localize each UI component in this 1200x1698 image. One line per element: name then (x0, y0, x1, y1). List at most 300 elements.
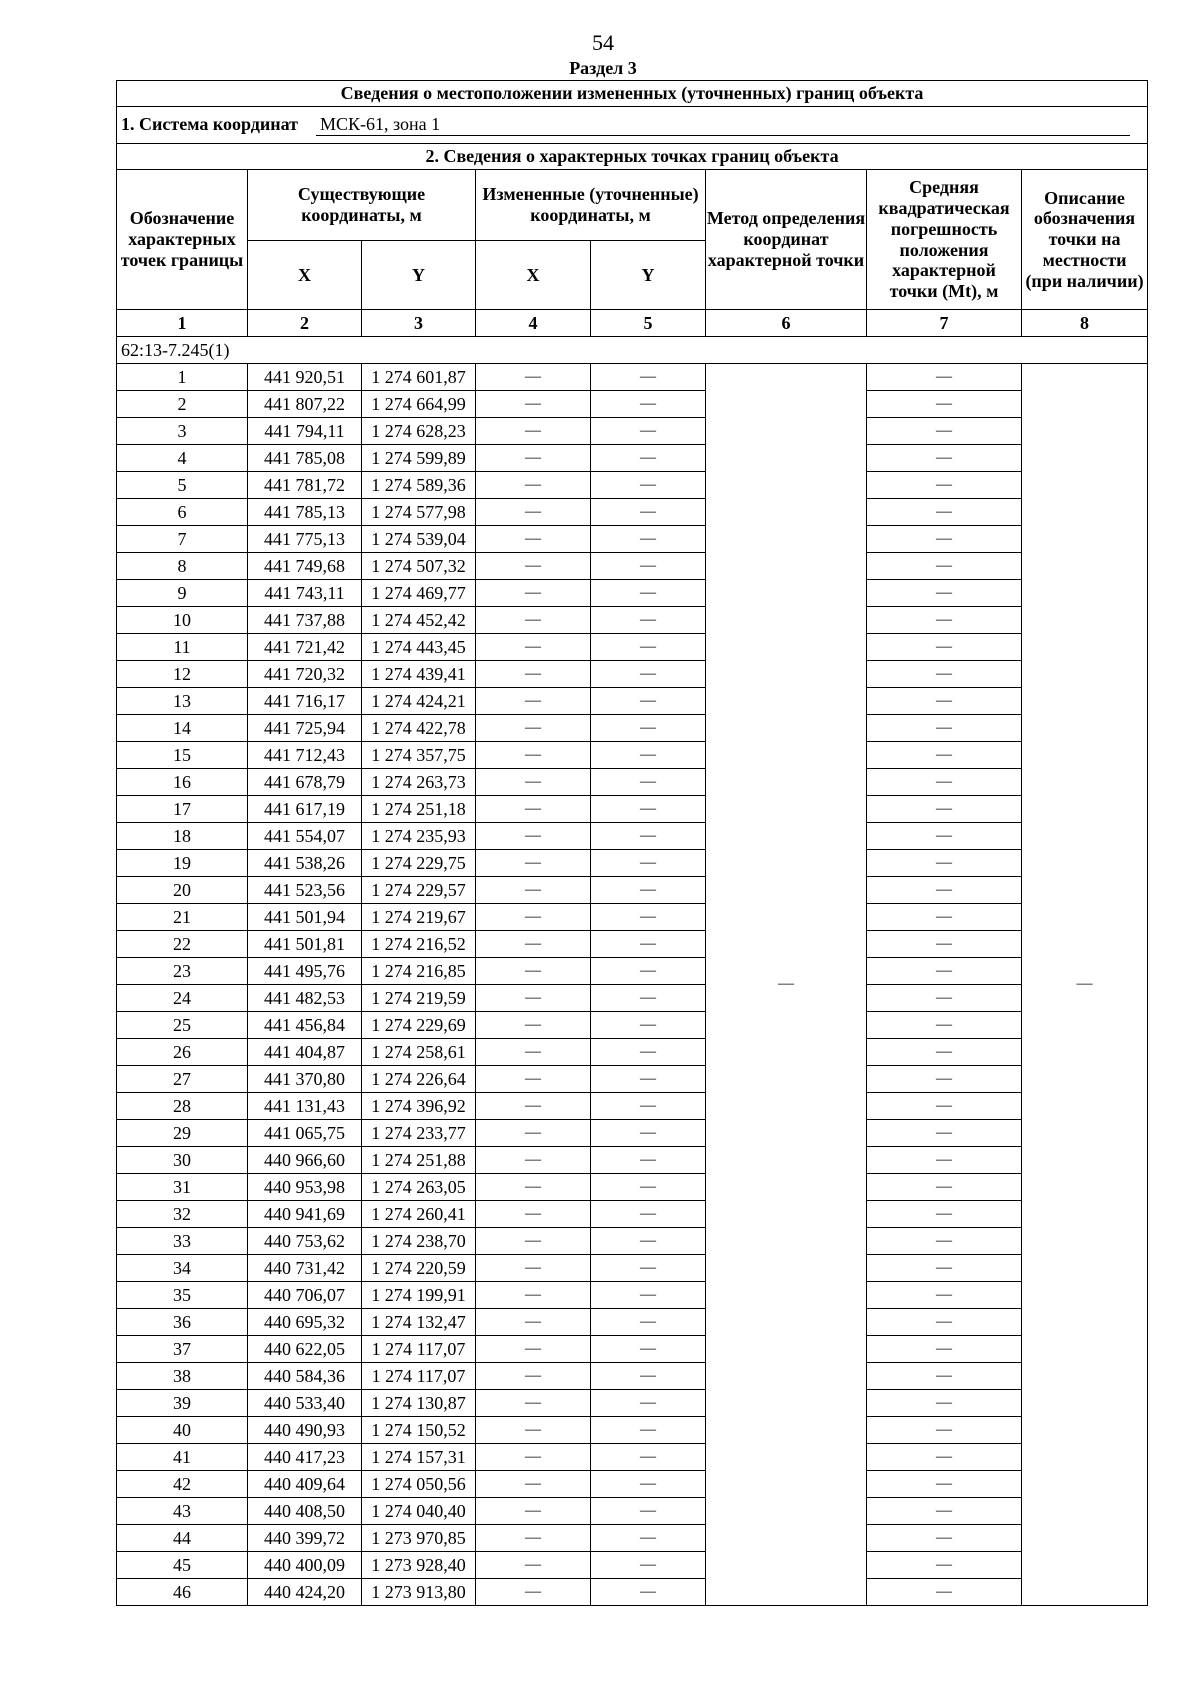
error-value: — (867, 1417, 1022, 1444)
table-row (117, 1579, 1148, 1606)
point-number: 25 (117, 1012, 248, 1039)
point-number: 17 (117, 796, 248, 823)
column-number-6: 6 (706, 310, 867, 337)
point-number: 32 (117, 1201, 248, 1228)
error-value: — (867, 1390, 1022, 1417)
error-value: — (867, 1336, 1022, 1363)
existing-x: 440 400,09 (248, 1552, 362, 1579)
changed-x: — (476, 1120, 591, 1147)
existing-y: 1 274 539,04 (362, 526, 476, 553)
existing-x: 440 622,05 (248, 1336, 362, 1363)
existing-x: 440 417,23 (248, 1444, 362, 1471)
existing-x: 441 523,56 (248, 877, 362, 904)
error-value: — (867, 661, 1022, 688)
point-number: 23 (117, 958, 248, 985)
point-number: 44 (117, 1525, 248, 1552)
changed-x: — (476, 553, 591, 580)
table-row (117, 1039, 1148, 1066)
table-row (117, 445, 1148, 472)
table-row (117, 1201, 1148, 1228)
existing-y: 1 274 219,59 (362, 985, 476, 1012)
error-value: — (867, 1120, 1022, 1147)
point-number: 38 (117, 1363, 248, 1390)
changed-x: — (476, 472, 591, 499)
point-number: 37 (117, 1336, 248, 1363)
changed-y: — (591, 391, 706, 418)
changed-x: — (476, 1228, 591, 1255)
changed-x: — (476, 1363, 591, 1390)
changed-y: — (591, 1390, 706, 1417)
changed-y: — (591, 1093, 706, 1120)
existing-x: 441 456,84 (248, 1012, 362, 1039)
table-row (117, 580, 1148, 607)
changed-y: — (591, 931, 706, 958)
error-value: — (867, 958, 1022, 985)
changed-y: — (591, 1147, 706, 1174)
point-number: 5 (117, 472, 248, 499)
existing-y: 1 274 424,21 (362, 688, 476, 715)
changed-y: — (591, 1309, 706, 1336)
point-number: 4 (117, 445, 248, 472)
point-number: 14 (117, 715, 248, 742)
error-value: — (867, 904, 1022, 931)
table-row (117, 1012, 1148, 1039)
column-number-3: 3 (362, 310, 476, 337)
column-number-5: 5 (591, 310, 706, 337)
table-row (117, 769, 1148, 796)
changed-x: — (476, 931, 591, 958)
point-number: 33 (117, 1228, 248, 1255)
changed-x: — (476, 1012, 591, 1039)
table-row (117, 1120, 1148, 1147)
coord-system-label: 1. Система координат (121, 114, 298, 135)
changed-x: — (476, 1417, 591, 1444)
error-value: — (867, 796, 1022, 823)
changed-x: — (476, 688, 591, 715)
existing-x: 441 495,76 (248, 958, 362, 985)
point-number: 46 (117, 1579, 248, 1606)
table-row (117, 1282, 1148, 1309)
existing-y: 1 274 117,07 (362, 1363, 476, 1390)
error-value: — (867, 769, 1022, 796)
changed-x: — (476, 1552, 591, 1579)
existing-y: 1 274 220,59 (362, 1255, 476, 1282)
existing-x: 441 482,53 (248, 985, 362, 1012)
point-number: 24 (117, 985, 248, 1012)
point-number: 3 (117, 418, 248, 445)
existing-x: 441 404,87 (248, 1039, 362, 1066)
changed-y: — (591, 661, 706, 688)
existing-y: 1 274 216,85 (362, 958, 476, 985)
point-number: 19 (117, 850, 248, 877)
point-number: 41 (117, 1444, 248, 1471)
existing-x: 440 533,40 (248, 1390, 362, 1417)
table-row (117, 499, 1148, 526)
point-number: 8 (117, 553, 248, 580)
changed-y: — (591, 1417, 706, 1444)
existing-x: 440 399,72 (248, 1525, 362, 1552)
existing-y: 1 274 422,78 (362, 715, 476, 742)
point-number: 39 (117, 1390, 248, 1417)
point-number: 35 (117, 1282, 248, 1309)
points-section-title: 2. Сведения о характерных точках границ объекта (117, 144, 1148, 170)
point-number: 10 (117, 607, 248, 634)
existing-y: 1 274 233,77 (362, 1120, 476, 1147)
header-existing: Существующие координаты, м (248, 170, 476, 241)
coord-system-value: МСК-61, зона 1 (316, 114, 1130, 136)
existing-x: 441 775,13 (248, 526, 362, 553)
point-number: 1 (117, 364, 248, 391)
changed-x: — (476, 985, 591, 1012)
error-value: — (867, 1444, 1022, 1471)
point-number: 22 (117, 931, 248, 958)
changed-x: — (476, 391, 591, 418)
method-merged-cell: — (706, 364, 867, 1606)
existing-x: 441 554,07 (248, 823, 362, 850)
changed-x: — (476, 1444, 591, 1471)
changed-x: — (476, 445, 591, 472)
error-value: — (867, 931, 1022, 958)
existing-y: 1 274 628,23 (362, 418, 476, 445)
table-row (117, 1309, 1148, 1336)
existing-x: 441 725,94 (248, 715, 362, 742)
table-row (117, 823, 1148, 850)
table-row (117, 1093, 1148, 1120)
existing-y: 1 274 599,89 (362, 445, 476, 472)
existing-x: 440 953,98 (248, 1174, 362, 1201)
table-row (117, 1498, 1148, 1525)
existing-y: 1 273 928,40 (362, 1552, 476, 1579)
existing-y: 1 274 229,69 (362, 1012, 476, 1039)
existing-x: 440 966,60 (248, 1147, 362, 1174)
changed-y: — (591, 634, 706, 661)
object-id: 62:13-7.245(1) (117, 337, 1148, 364)
changed-x: — (476, 904, 591, 931)
page-number: 54 (592, 30, 614, 55)
table-row (117, 1336, 1148, 1363)
column-number-1: 1 (117, 310, 248, 337)
existing-y: 1 274 507,32 (362, 553, 476, 580)
changed-x: — (476, 1336, 591, 1363)
table-row (117, 1552, 1148, 1579)
changed-x: — (476, 499, 591, 526)
point-number: 21 (117, 904, 248, 931)
column-number-4: 4 (476, 310, 591, 337)
changed-x: — (476, 661, 591, 688)
error-value: — (867, 607, 1022, 634)
existing-y: 1 274 452,42 (362, 607, 476, 634)
changed-y: — (591, 1471, 706, 1498)
error-value: — (867, 823, 1022, 850)
point-number: 2 (117, 391, 248, 418)
point-number: 43 (117, 1498, 248, 1525)
changed-x: — (476, 1282, 591, 1309)
table-row (117, 985, 1148, 1012)
table-row (117, 1174, 1148, 1201)
error-value: — (867, 1228, 1022, 1255)
point-number: 30 (117, 1147, 248, 1174)
changed-x: — (476, 742, 591, 769)
changed-y: — (591, 445, 706, 472)
table-row (117, 877, 1148, 904)
existing-y: 1 274 664,99 (362, 391, 476, 418)
changed-y: — (591, 418, 706, 445)
changed-x: — (476, 418, 591, 445)
changed-x: — (476, 715, 591, 742)
error-value: — (867, 1471, 1022, 1498)
changed-y: — (591, 607, 706, 634)
existing-x: 440 490,93 (248, 1417, 362, 1444)
column-number-8: 8 (1022, 310, 1148, 337)
table-row (117, 1417, 1148, 1444)
error-value: — (867, 985, 1022, 1012)
error-value: — (867, 445, 1022, 472)
error-value: — (867, 1282, 1022, 1309)
changed-y: — (591, 1201, 706, 1228)
existing-y: 1 274 157,31 (362, 1444, 476, 1471)
table-row (117, 742, 1148, 769)
point-number: 45 (117, 1552, 248, 1579)
table-row (117, 364, 1148, 391)
existing-y: 1 274 132,47 (362, 1309, 476, 1336)
point-number: 27 (117, 1066, 248, 1093)
changed-y: — (591, 1444, 706, 1471)
point-number: 12 (117, 661, 248, 688)
existing-y: 1 273 970,85 (362, 1525, 476, 1552)
existing-y: 1 274 229,75 (362, 850, 476, 877)
changed-x: — (476, 1039, 591, 1066)
existing-x: 441 131,43 (248, 1093, 362, 1120)
changed-y: — (591, 769, 706, 796)
changed-x: — (476, 607, 591, 634)
error-value: — (867, 1066, 1022, 1093)
error-value: — (867, 1309, 1022, 1336)
error-value: — (867, 877, 1022, 904)
table-row (117, 688, 1148, 715)
changed-x: — (476, 1174, 591, 1201)
existing-y: 1 274 263,05 (362, 1174, 476, 1201)
existing-y: 1 274 251,88 (362, 1147, 476, 1174)
table-row (117, 1255, 1148, 1282)
existing-y: 1 274 216,52 (362, 931, 476, 958)
changed-x: — (476, 1579, 591, 1606)
changed-x: — (476, 526, 591, 553)
changed-y: — (591, 796, 706, 823)
existing-y: 1 273 913,80 (362, 1579, 476, 1606)
changed-y: — (591, 1012, 706, 1039)
error-value: — (867, 580, 1022, 607)
existing-x: 440 584,36 (248, 1363, 362, 1390)
table-row (117, 526, 1148, 553)
error-value: — (867, 391, 1022, 418)
point-number: 31 (117, 1174, 248, 1201)
table-row (117, 1363, 1148, 1390)
changed-x: — (476, 1093, 591, 1120)
description-merged-cell: — (1022, 364, 1148, 1606)
existing-y: 1 274 130,87 (362, 1390, 476, 1417)
header-existing-x: X (248, 241, 362, 310)
changed-x: — (476, 1471, 591, 1498)
changed-y: — (591, 823, 706, 850)
changed-y: — (591, 499, 706, 526)
table-row (117, 1147, 1148, 1174)
changed-y: — (591, 1066, 706, 1093)
changed-y: — (591, 715, 706, 742)
error-value: — (867, 418, 1022, 445)
point-number: 34 (117, 1255, 248, 1282)
table-row (117, 1066, 1148, 1093)
changed-y: — (591, 850, 706, 877)
changed-x: — (476, 1390, 591, 1417)
point-number: 29 (117, 1120, 248, 1147)
table-row (117, 796, 1148, 823)
table-row (117, 472, 1148, 499)
changed-x: — (476, 823, 591, 850)
table-row (117, 661, 1148, 688)
error-value: — (867, 1498, 1022, 1525)
changed-x: — (476, 364, 591, 391)
changed-x: — (476, 1147, 591, 1174)
changed-x: — (476, 1201, 591, 1228)
changed-x: — (476, 1255, 591, 1282)
existing-x: 441 617,19 (248, 796, 362, 823)
error-value: — (867, 715, 1022, 742)
error-value: — (867, 850, 1022, 877)
existing-y: 1 274 050,56 (362, 1471, 476, 1498)
table-row (117, 958, 1148, 985)
header-changed: Измененные (уточненные) координаты, м (476, 170, 706, 241)
table-row (117, 607, 1148, 634)
changed-y: — (591, 958, 706, 985)
table-row (117, 931, 1148, 958)
changed-y: — (591, 688, 706, 715)
point-number: 42 (117, 1471, 248, 1498)
point-number: 26 (117, 1039, 248, 1066)
table-title: Сведения о местоположении измененных (уточненных) границ объекта (117, 81, 1148, 107)
header-changed-y: Y (591, 241, 706, 310)
existing-x: 441 721,42 (248, 634, 362, 661)
header-error: Средняя квадратическая погрешность положения характерной точки (Mt), м (867, 170, 1022, 310)
changed-y: — (591, 1363, 706, 1390)
changed-y: — (591, 877, 706, 904)
header-changed-x: X (476, 241, 591, 310)
existing-x: 441 749,68 (248, 553, 362, 580)
error-value: — (867, 742, 1022, 769)
existing-x: 441 501,81 (248, 931, 362, 958)
changed-y: — (591, 904, 706, 931)
point-number: 20 (117, 877, 248, 904)
existing-x: 441 716,17 (248, 688, 362, 715)
table-row (117, 418, 1148, 445)
changed-y: — (591, 1498, 706, 1525)
existing-x: 440 753,62 (248, 1228, 362, 1255)
error-value: — (867, 526, 1022, 553)
error-value: — (867, 1093, 1022, 1120)
existing-x: 441 794,11 (248, 418, 362, 445)
changed-y: — (591, 1282, 706, 1309)
existing-y: 1 274 263,73 (362, 769, 476, 796)
table-row (117, 553, 1148, 580)
error-value: — (867, 634, 1022, 661)
header-method: Метод определения координат характерной точки (706, 170, 867, 310)
existing-y: 1 274 150,52 (362, 1417, 476, 1444)
column-number-7: 7 (867, 310, 1022, 337)
point-number: 11 (117, 634, 248, 661)
error-value: — (867, 1039, 1022, 1066)
error-value: — (867, 688, 1022, 715)
point-number: 18 (117, 823, 248, 850)
changed-y: — (591, 1579, 706, 1606)
header-description: Описание обозначения точки на местности (при наличии) (1022, 170, 1148, 310)
changed-x: — (476, 850, 591, 877)
existing-x: 440 424,20 (248, 1579, 362, 1606)
point-number: 15 (117, 742, 248, 769)
existing-x: 441 785,13 (248, 499, 362, 526)
changed-y: — (591, 472, 706, 499)
existing-x: 441 501,94 (248, 904, 362, 931)
changed-y: — (591, 526, 706, 553)
changed-x: — (476, 580, 591, 607)
point-number: 40 (117, 1417, 248, 1444)
changed-x: — (476, 1066, 591, 1093)
existing-x: 440 409,64 (248, 1471, 362, 1498)
error-value: — (867, 1201, 1022, 1228)
changed-y: — (591, 1255, 706, 1282)
existing-x: 441 807,22 (248, 391, 362, 418)
header-designation: Обозначение характерных точек границы (117, 170, 248, 310)
table-row (117, 715, 1148, 742)
existing-x: 441 737,88 (248, 607, 362, 634)
error-value: — (867, 1363, 1022, 1390)
error-value: — (867, 1525, 1022, 1552)
existing-y: 1 274 229,57 (362, 877, 476, 904)
table-row (117, 1228, 1148, 1255)
existing-y: 1 274 235,93 (362, 823, 476, 850)
changed-x: — (476, 1309, 591, 1336)
changed-x: — (476, 769, 591, 796)
existing-x: 441 678,79 (248, 769, 362, 796)
existing-y: 1 274 396,92 (362, 1093, 476, 1120)
existing-y: 1 274 589,36 (362, 472, 476, 499)
error-value: — (867, 1147, 1022, 1174)
existing-y: 1 274 357,75 (362, 742, 476, 769)
changed-y: — (591, 742, 706, 769)
existing-x: 441 720,32 (248, 661, 362, 688)
existing-x: 441 743,11 (248, 580, 362, 607)
existing-y: 1 274 226,64 (362, 1066, 476, 1093)
changed-y: — (591, 1552, 706, 1579)
existing-x: 440 941,69 (248, 1201, 362, 1228)
existing-x: 440 408,50 (248, 1498, 362, 1525)
existing-x: 440 731,42 (248, 1255, 362, 1282)
error-value: — (867, 1255, 1022, 1282)
changed-y: — (591, 553, 706, 580)
existing-x: 441 920,51 (248, 364, 362, 391)
error-value: — (867, 1579, 1022, 1606)
existing-x: 441 785,08 (248, 445, 362, 472)
changed-y: — (591, 364, 706, 391)
existing-x: 441 538,26 (248, 850, 362, 877)
existing-y: 1 274 219,67 (362, 904, 476, 931)
existing-x: 441 370,80 (248, 1066, 362, 1093)
existing-y: 1 274 199,91 (362, 1282, 476, 1309)
changed-y: — (591, 985, 706, 1012)
point-number: 28 (117, 1093, 248, 1120)
existing-x: 440 706,07 (248, 1282, 362, 1309)
existing-y: 1 274 443,45 (362, 634, 476, 661)
error-value: — (867, 1012, 1022, 1039)
section-title: Раздел 3 (569, 58, 637, 78)
